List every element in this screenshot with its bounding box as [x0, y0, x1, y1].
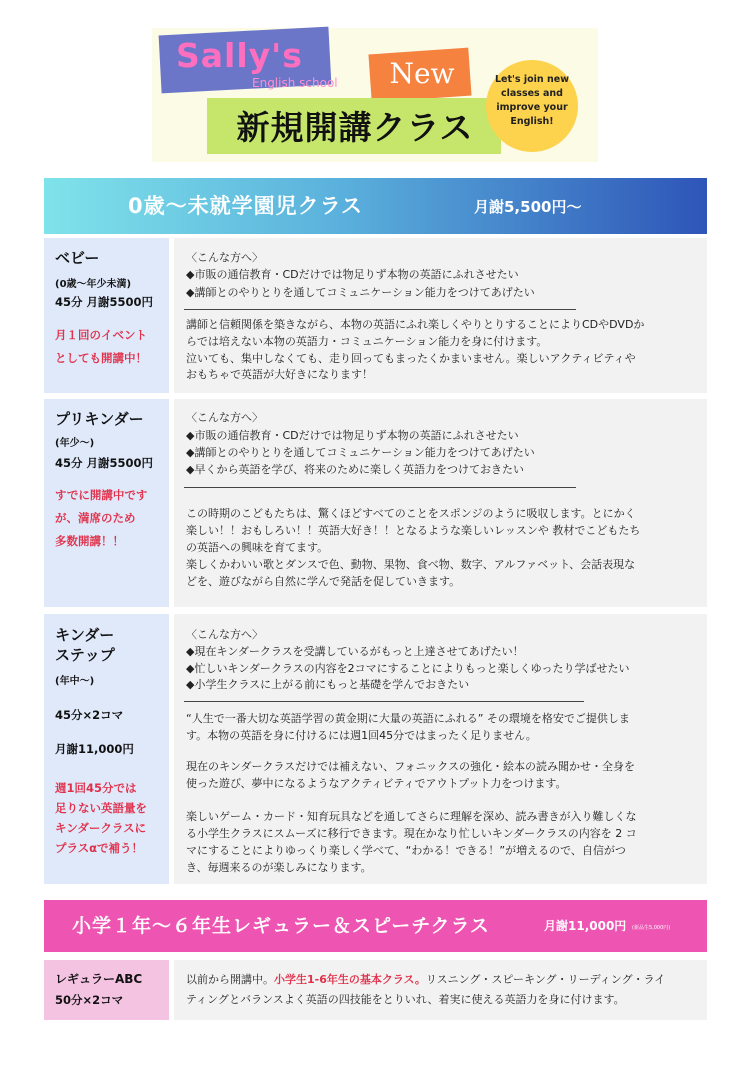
desc-line: らでは培えない本物の英語力・コミュニケーション能力を身に付けます。 — [186, 335, 548, 348]
desc-line: 〈こんな方へ〉 — [186, 628, 263, 641]
class-fee-kinderstep: 月謝11,000円 — [55, 742, 134, 756]
desc-text: 以前から開講中。 — [186, 973, 274, 986]
divider — [184, 487, 576, 488]
desc-line: す。本物の英語を身に付けるには週1回45分ではまったく足りません。 — [186, 729, 537, 742]
desc-line: おもちゃで英語が大好きになります！ — [186, 368, 373, 381]
desc-line: 楽しくかわいい歌とダンスで色、動物、果物、食べ物、数字、アルファベット、会話表現な — [186, 558, 636, 571]
desc-line: ◆現在キンダークラスを受講しているがもっと上達させてあげたい！ — [186, 645, 524, 658]
class-label-regular — [44, 960, 169, 1020]
class-name-baby: ベビー — [55, 249, 100, 267]
class-duration-kinderstep: 45分×2コマ — [55, 708, 124, 722]
new-badge: New — [389, 57, 455, 90]
promo-line: classes and — [501, 88, 563, 99]
section-title-elementary: 小学１年〜６年生レギュラー＆スピーチクラス — [72, 915, 490, 937]
desc-line: ◆小学生クラスに上がる前にもっと基礎を学んでおきたい — [186, 678, 470, 691]
desc-line: 楽しい！！おもしろい！！英語大好き！！となるような楽しいレッスンや 教材でこどもたち — [186, 524, 641, 537]
note-line: 月１回のイベント — [55, 328, 147, 342]
desc-line: き、毎週来るのが楽しみになります。 — [186, 861, 372, 874]
class-note-kinderstep — [55, 778, 147, 858]
brand-subtitle: English school — [252, 76, 338, 90]
section-price-elementary: 月謝11,000円 — [544, 919, 627, 933]
desc-line: ◆市販の通信教育・CDだけでは物足りず本物の英語にふれさせたい — [186, 268, 519, 281]
desc-line: の英語への興味を育てます。 — [186, 541, 329, 554]
promo-line: English! — [510, 116, 554, 127]
class-age-baby: (0歳〜年少未満) — [55, 279, 132, 290]
desc-line: マにすることによりゆっくり楽しく学べて、“わかる！できる！”が増えるので、自信がつ — [186, 844, 626, 857]
desc-line: ◆早くから英語を学び、将来のために楽しく英語力をつけておきたい — [186, 463, 525, 476]
desc-line: 講師と信頼関係を築きながら、本物の英語にふれ楽しくやりとりすることによりCDやDVDか — [186, 318, 645, 331]
desc-line: ◆講師とのやりとりを通してコミュニケーション能力をつけてあげたい — [186, 446, 535, 459]
promo-circle-text — [490, 73, 574, 129]
note-line: としても開講中！ — [55, 351, 147, 365]
section-title-preschool: 0歳〜未就学園児クラス — [128, 194, 363, 218]
desc-line: ◆講師とのやりとりを通してコミュニケーション能力をつけてあげたい — [186, 286, 535, 299]
class-age-prekinder: (年少〜) — [55, 438, 95, 449]
note-line: 週1回45分では — [55, 781, 137, 795]
note-line: 足りない英語量を — [55, 801, 147, 815]
desc-line: 使った遊び、夢中になるようなアクティビティでアウトプット力をつけます。 — [186, 777, 567, 790]
desc-text: リスニング・スピーキング・リーディング・ライ — [425, 973, 666, 986]
class-duration-regular: 50分×2コマ — [55, 993, 124, 1007]
class-note-prekinder — [55, 484, 147, 553]
desc-line: 〈こんな方へ〉 — [186, 411, 263, 424]
section-price-preschool: 月謝5,500円〜 — [474, 198, 582, 216]
promo-line: Let's join new — [494, 74, 569, 85]
page-title: 新規開講クラス — [236, 108, 474, 147]
desc-line — [186, 971, 665, 987]
promo-line: improve your — [496, 102, 568, 113]
note-line: 多数開講！！ — [55, 534, 124, 548]
desc-line: 泣いても、集中しなくても、走り回ってもまったくかまいません。楽しいアクティビティや — [186, 352, 636, 365]
class-name-line: キンダー — [55, 626, 115, 644]
class-name-regular: レギュラーABC — [55, 972, 143, 986]
desc-line: ◆忙しいキンダークラスの内容を2コマにすることによりもっと楽しくゆったり学ばせたい — [186, 662, 630, 675]
class-fee-baby: 45分 月謝5500円 — [55, 295, 154, 309]
brand-logo: Sally's — [176, 36, 303, 75]
divider — [184, 701, 584, 702]
desc-highlight: 小学生1-6年生の基本クラス。 — [274, 973, 426, 986]
class-name-prekinder: プリキンダー — [55, 410, 144, 428]
desc-line: どを、遊びながら自然に学んで発話を促していきます。 — [186, 575, 461, 588]
desc-line: ティングとバランスよく英語の四技能をとりいれ、着実に使える英語力を身に付けます。 — [186, 993, 625, 1006]
class-fee-prekinder: 45分 月謝5500円 — [55, 456, 154, 470]
class-desc-regular — [174, 960, 707, 1020]
desc-line: “人生で一番大切な英語学習の黄金期に大量の英語にふれる” その環境を格安でご提供しま — [186, 712, 630, 725]
desc-line: 現在のキンダークラスだけでは補えない、フォニックスの強化・絵本の読み聞かせ・全身を — [186, 760, 636, 773]
desc-line: ◆市販の通信教育・CDだけでは物足りず本物の英語にふれさせたい — [186, 429, 519, 442]
class-age-kinderstep: (年中〜) — [55, 676, 95, 687]
divider — [184, 309, 576, 310]
class-note-baby — [55, 324, 147, 370]
class-name-line: ステップ — [55, 646, 115, 664]
note-line: が、満席のため — [55, 511, 136, 525]
desc-line: る小学生クラスにスムーズに移行できます。現在かなり忙しいキンダークラスの内容を 2 コ — [186, 827, 637, 840]
desc-line: 〈こんな方へ〉 — [186, 251, 263, 264]
desc-line: 楽しいゲーム・カード・知育玩具などを通してさらに理解を深め、読み書きが入り難しくな — [186, 810, 637, 823]
desc-line: この時期のこどもたちは、驚くほどすべてのことをスポンジのように吸収します。とにかく — [186, 507, 636, 520]
class-name-kinderstep — [55, 625, 115, 665]
note-line: プラスαで補う！ — [55, 841, 144, 855]
note-line: すでに開講中です — [55, 488, 148, 502]
section-price-note: (新品生5,000円) — [632, 925, 671, 931]
note-line: キンダークラスに — [55, 821, 147, 835]
